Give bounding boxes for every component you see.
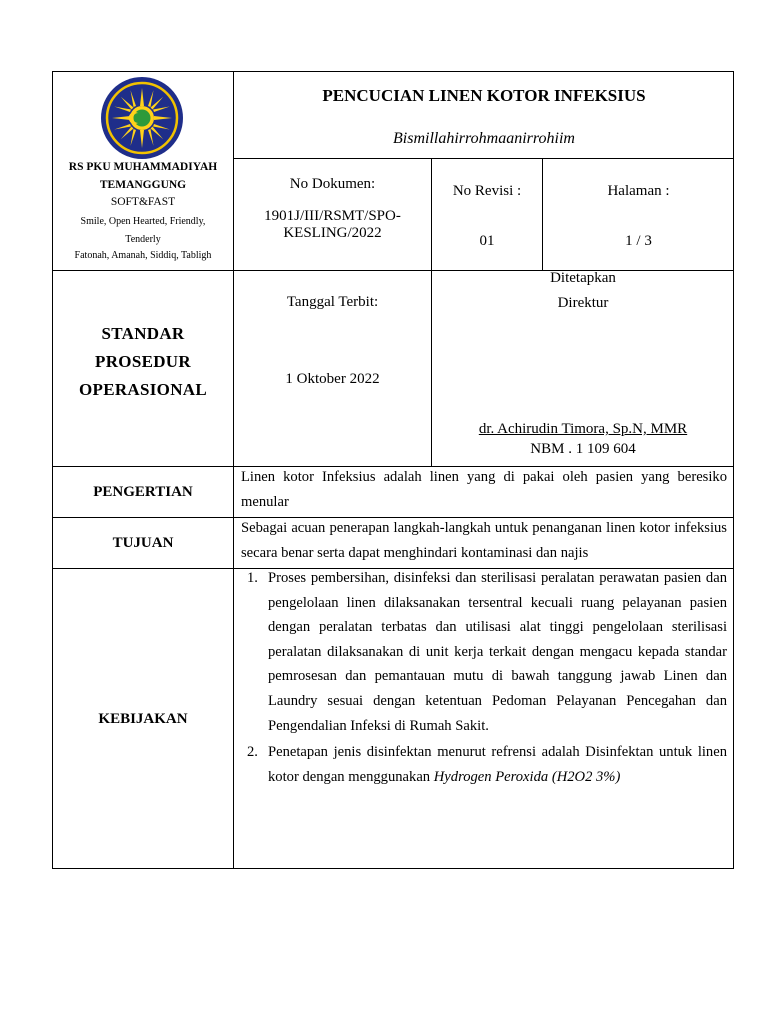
policy-item-number: 2. — [247, 744, 258, 760]
sop-label-line2: PROSEDUR — [95, 352, 191, 371]
doc-number-label: No Dokumen: — [289, 176, 376, 192]
policy-item-text — [268, 740, 727, 789]
approver-title: Direktur — [557, 295, 609, 311]
hospital-values-line2: Tenderly — [125, 234, 161, 245]
doc-number-value-line1: 1901J/III/RSMT/SPO- — [264, 208, 401, 224]
row-divider — [233, 158, 734, 159]
purpose-label: TUJUAN — [112, 534, 174, 551]
definition-text: Linen kotor Infeksius adalah linen yang di pakai oleh pasien yang beresiko menular — [241, 469, 727, 510]
page-value: 1 / 3 — [625, 233, 652, 249]
approver-name-text: dr. Achirudin Timora, Sp.N, MMR — [478, 421, 688, 437]
basmalah-text: Bismillahirrohmaanirrohiim — [393, 130, 575, 147]
revision-value: 01 — [479, 233, 495, 249]
page-label: Halaman : — [607, 183, 670, 199]
approved-label: Ditetapkan — [550, 270, 616, 286]
approver-id: NBM . 1 109 604 — [530, 441, 636, 457]
hospital-values-line1: Smile, Open Hearted, Friendly, — [80, 216, 206, 227]
policy-item-text-regular: Penetapan jenis disinfektan menurut refrensi adalah Disinfektan untuk linen kotor dengan menggunakan — [268, 744, 727, 785]
sop-label-line3: OPERASIONAL — [79, 380, 207, 399]
document-title: PENCUCIAN LINEN KOTOR INFEKSIUS — [322, 86, 646, 105]
policy-label: KEBIJAKAN — [98, 710, 188, 727]
issue-date-label: Tanggal Terbit: — [286, 294, 379, 310]
approver-name — [432, 421, 734, 438]
policy-item-text: Proses pembersihan, disinfeksi dan sterilisasi peralatan perawatan pasien dan pengelolaan linen dilaksanakan tersentral kecuali ruang pelayanan pasien dengan peralatan terbatas dan utilisasi alat tinggi pengelolaan sterilisasi peralatan dilaksanakan di unit kerja terkait dengan mengacu kepada standar pemrosesan dan pemantauan mutu di bawah tanggung jawab Linen dan Laundry sesuai dengan ketentuan Pedoman Pelayanan Pencegahan dan Pengendalian Infeksi di Rumah Sakit. — [268, 570, 727, 734]
revision-label: No Revisi : — [452, 183, 522, 199]
policy-item-text-italic: Hydrogen Peroxida (H2O2 3%) — [433, 768, 621, 785]
hospital-name-line2: TEMANGGUNG — [99, 179, 187, 191]
sop-label-line1: STANDAR — [101, 324, 185, 343]
hospital-values-line3: Fatonah, Amanah, Siddiq, Tabligh — [74, 250, 212, 261]
doc-number-value-line2: KESLING/2022 — [283, 225, 382, 241]
doc-number-value — [234, 208, 431, 242]
hospital-motto: SOFT&FAST — [110, 196, 176, 208]
hospital-logo-icon — [100, 76, 184, 160]
column-divider — [542, 158, 543, 270]
hospital-identity-cell — [53, 72, 233, 270]
issue-date-value: 1 Oktober 2022 — [285, 371, 380, 387]
hospital-name-line1: RS PKU MUHAMMADIYAH — [68, 161, 218, 173]
purpose-text: Sebagai acuan penerapan langkah-langkah untuk penanganan linen kotor infeksius secara benar serta dapat menghindari kontaminasi dan najis — [241, 520, 727, 561]
sop-document-table — [52, 71, 734, 869]
sop-label — [53, 320, 233, 404]
definition-label: PENGERTIAN — [93, 483, 193, 500]
policy-item-number: 1. — [247, 570, 258, 586]
